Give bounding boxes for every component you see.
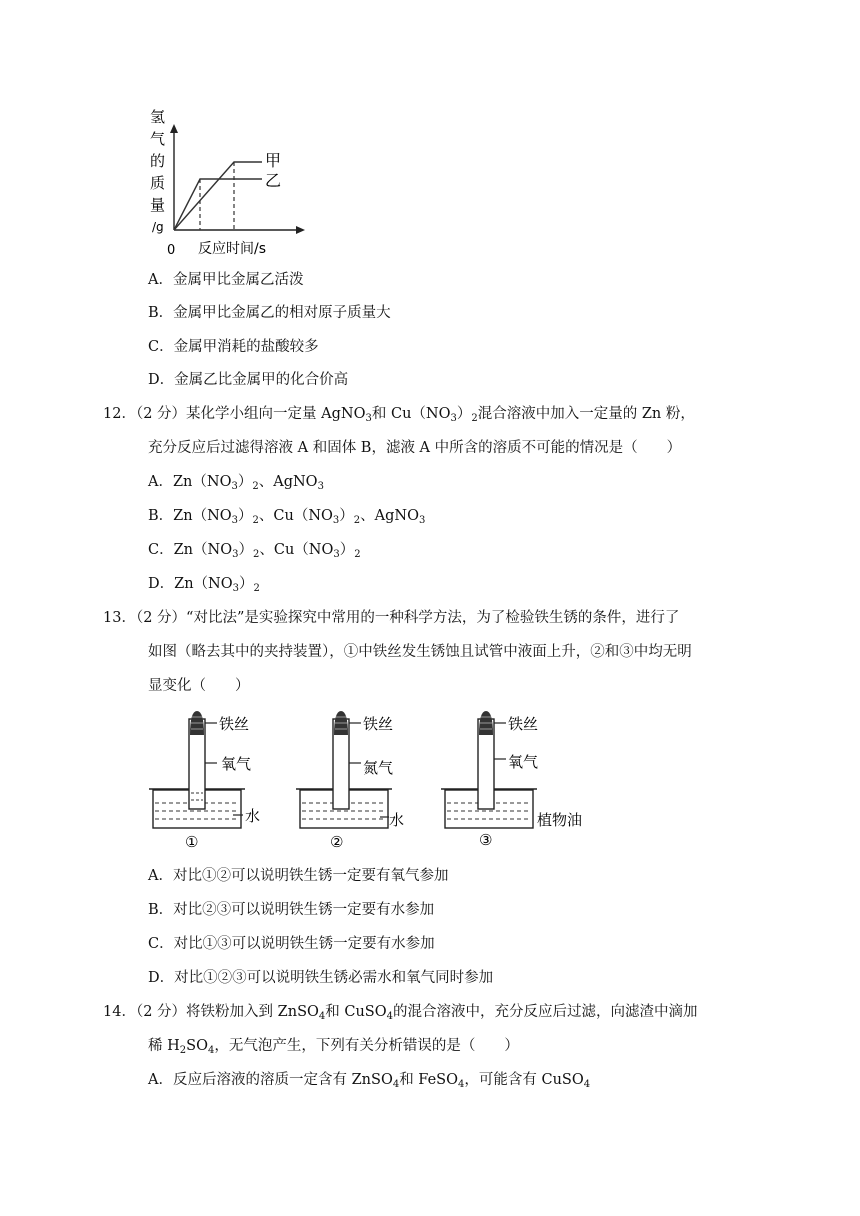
q11-option-b: B．金属甲比金属乙的相对原子质量大	[148, 305, 391, 321]
svg-text:水: 水	[389, 811, 405, 829]
q11-option-c: C．金属甲消耗的盐酸较多	[148, 339, 319, 355]
q13-option-c: C．对比①③可以说明铁生锈一定要有水参加	[148, 936, 435, 952]
graph-ylabel-char: 量	[150, 196, 166, 214]
tube-setup-1	[149, 711, 260, 851]
q12-option-d: D．$Zn(NO_3)_2$	[148, 576, 260, 594]
q13-option-a: A．对比①②可以说明铁生锈一定要有氧气参加	[148, 868, 449, 884]
svg-text:氧气: 氧气	[508, 753, 539, 771]
tube-setup-2	[296, 711, 404, 851]
q14-stem-line1: 14．（2 分）将铁粉加入到 ZnSO$_4$和 CuSO$_4$的混合溶液中，充分反应后过滤，向滤渣中滴加	[103, 1004, 698, 1022]
graph-xlabel: 反应时间/s	[198, 241, 267, 257]
graph-ylabel-char: 质	[150, 174, 166, 192]
series-jia-line	[174, 162, 262, 230]
q14-stem-line2: 稀 $H_2SO_4$，无气泡产生，下列有关分析错误的是（ ）	[148, 1038, 519, 1056]
graph-x-arrow	[296, 226, 305, 234]
q12-option-b: B．$Zn(NO_3)_2$、$Cu(NO_3)_2$、AgNO$_3$	[148, 508, 426, 526]
series-yi-label: 乙	[265, 171, 282, 190]
q13-stem-line3: 显变化（ ）	[148, 678, 250, 694]
q11-option-a: A．金属甲比金属乙活泼	[148, 272, 304, 288]
svg-text:铁丝: 铁丝	[508, 715, 539, 733]
svg-text:铁丝: 铁丝	[219, 715, 250, 733]
svg-text:铁丝: 铁丝	[363, 715, 394, 733]
q13-stem-line2: 如图（略去其中的夹持装置），①中铁丝发生锈蚀且试管中液面上升，②和③中均无明	[148, 644, 692, 660]
graph-ylabel-char: 气	[150, 130, 166, 148]
graph-origin: 0	[167, 243, 176, 258]
q11-option-d: D．金属乙比金属甲的化合价高	[148, 372, 349, 388]
series-jia-label: 甲	[265, 151, 282, 170]
hydrogen-mass-graph	[140, 100, 320, 260]
tube-setup-3	[441, 711, 582, 849]
graph-y-arrow	[170, 124, 178, 133]
svg-text:③: ③	[479, 831, 493, 849]
q12-option-c: C．$Zn(NO_3)_2$、$Cu(NO_3)_2$	[148, 542, 361, 560]
q12-stem-line2: 充分反应后过滤得溶液 A 和固体 B，滤液 A 中所含的溶质不可能的情况是（ ）	[148, 440, 682, 456]
svg-text:水: 水	[245, 807, 261, 825]
q12-option-a: A．$Zn(NO_3)_2$、AgNO$_3$	[148, 474, 324, 492]
svg-text:植物油: 植物油	[537, 811, 583, 829]
q13-stem-line1: 13．（2 分）“对比法”是实验探究中常用的一种科学方法，为了检验铁生锈的条件，进行了	[103, 610, 680, 626]
q13-option-d: D．对比①②③可以说明铁生锈必需水和氧气同时参加	[148, 970, 494, 986]
q12-stem-line1: 12．（2 分）某化学小组向一定量 AgNO$_3$和 $Cu(NO_3)_2$混合溶液中加入一定量的 Zn 粉，	[103, 406, 695, 424]
svg-text:②: ②	[330, 833, 344, 851]
svg-text:氧气: 氧气	[221, 755, 252, 773]
svg-text:①: ①	[185, 833, 199, 851]
q14-option-a: A．反应后溶液的溶质一定含有 ZnSO$_4$和 FeSO$_4$，可能含有 CuSO$_4$	[148, 1072, 591, 1090]
graph-yunit: /g	[152, 220, 164, 234]
q13-option-b: B．对比②③可以说明铁生锈一定要有水参加	[148, 902, 435, 918]
graph-ylabel-char: 的	[150, 152, 166, 170]
iron-rust-experiment-diagram	[145, 705, 595, 855]
graph-ylabel-char: 氢	[150, 108, 166, 126]
series-yi-line	[174, 179, 262, 230]
svg-text:氮气: 氮气	[363, 759, 394, 777]
